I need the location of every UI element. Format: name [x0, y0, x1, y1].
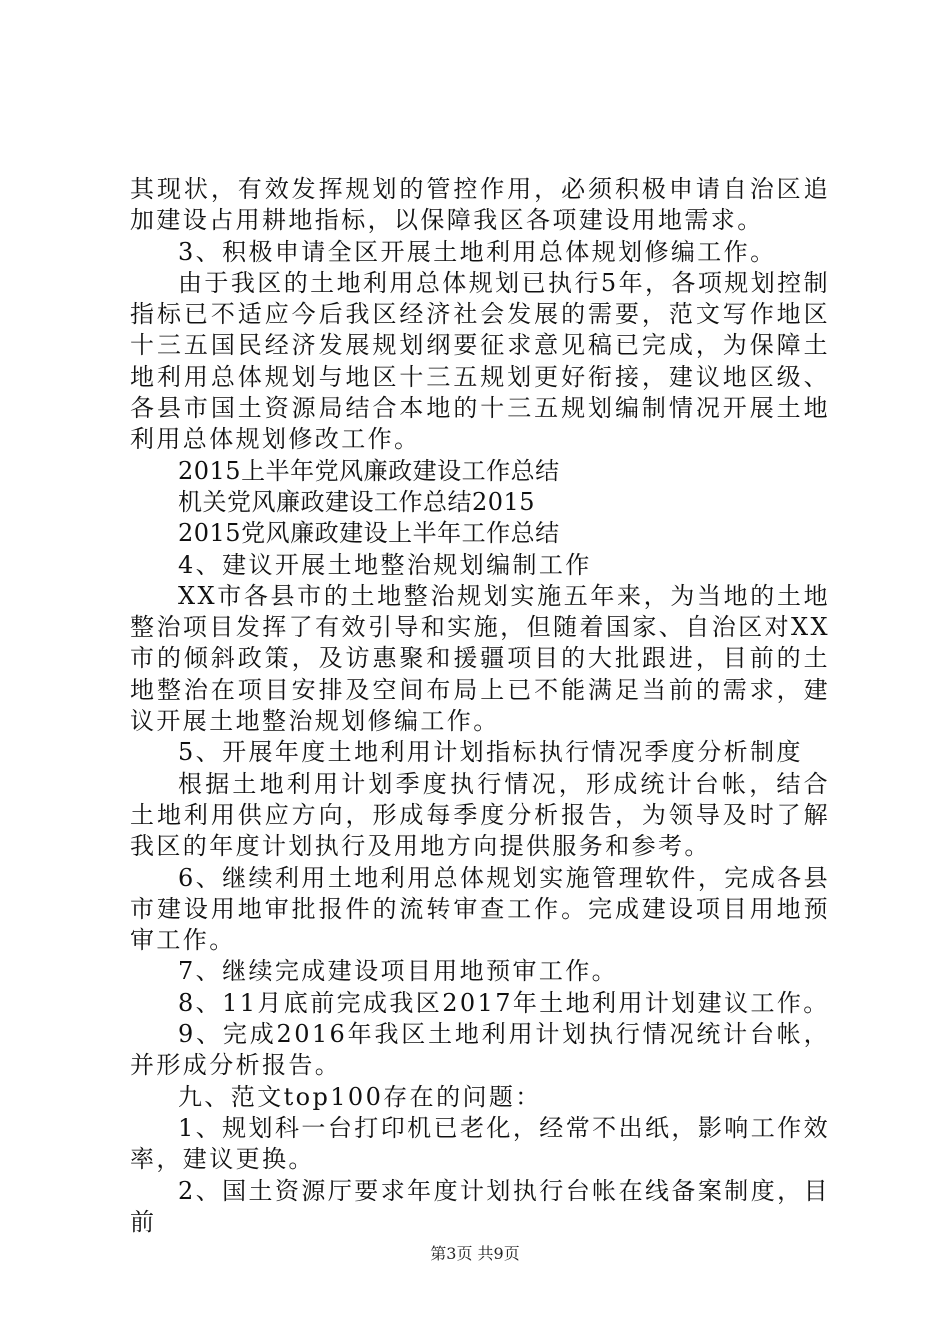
- paragraph: 1、规划科一台打印机已老化，经常不出纸，影响工作效率，建议更换。: [130, 1113, 830, 1174]
- section-heading: 九、范文top100存在的问题：: [178, 1082, 542, 1111]
- paragraph: 根据土地利用计划季度执行情况，形成统计台帐，结合土地利用供应方向，形成每季度分析报告，为领导及时了解我区的年度计划执行及用地方向提供服务和参考。: [130, 769, 830, 861]
- paragraph: XX市各县市的土地整治规划实施五年来，为当地的土地整治项目发挥了有效引导和实施，但随着国家、自治区对XX市的倾斜政策，及访惠聚和援疆项目的大批跟进，目前的土地整治在项目安排及空间布局上已不能满足当前的需求，建议开展土地整治规划修编工作。: [130, 581, 830, 736]
- paragraph: 8、11月底前完成我区2017年土地利用计划建议工作。: [178, 988, 830, 1017]
- related-link[interactable]: 2015上半年党风廉政建设工作总结: [178, 456, 560, 485]
- paragraph: 6、继续利用土地利用总体规划实施管理软件，完成各县市建设用地审批报件的流转审查工作。完成建设项目用地预审工作。: [130, 863, 830, 955]
- paragraph-heading: 4、建议开展土地整治规划编制工作: [178, 550, 592, 579]
- paragraph: 其现状，有效发挥规划的管控作用，必须积极申请自治区追加建设占用耕地指标，以保障我区各项建设用地需求。: [130, 175, 830, 235]
- document-body: [130, 174, 830, 1238]
- paragraph: 2、国土资源厅要求年度计划执行台帐在线备案制度，目前: [130, 1176, 830, 1236]
- page-number: 第3页 共9页: [430, 1244, 520, 1263]
- related-link[interactable]: 机关党风廉政建设工作总结2015: [178, 487, 536, 516]
- related-link[interactable]: 2015党风廉政建设上半年工作总结: [178, 519, 560, 548]
- paragraph: 由于我区的土地利用总体规划已执行5年，各项规划控制指标已不适应今后我区经济社会发展的需要，范文写作地区十三五国民经济发展规划纲要征求意见稿已完成，为保障土地利用总体规划与地区十三五规划更好衔接，建议地区级、各县市国土资源局结合本地的十三五规划编制情况开展土地利用总体规划修改工作。: [130, 268, 830, 454]
- paragraph: 9、完成2016年我区土地利用计划执行情况统计台帐，并形成分析报告。: [130, 1020, 830, 1080]
- paragraph-heading: 5、开展年度土地利用计划指标执行情况季度分析制度: [178, 738, 803, 767]
- paragraph-heading: 3、积极申请全区开展土地利用总体规划修编工作。: [178, 237, 777, 266]
- paragraph: 7、继续完成建设项目用地预审工作。: [178, 957, 619, 986]
